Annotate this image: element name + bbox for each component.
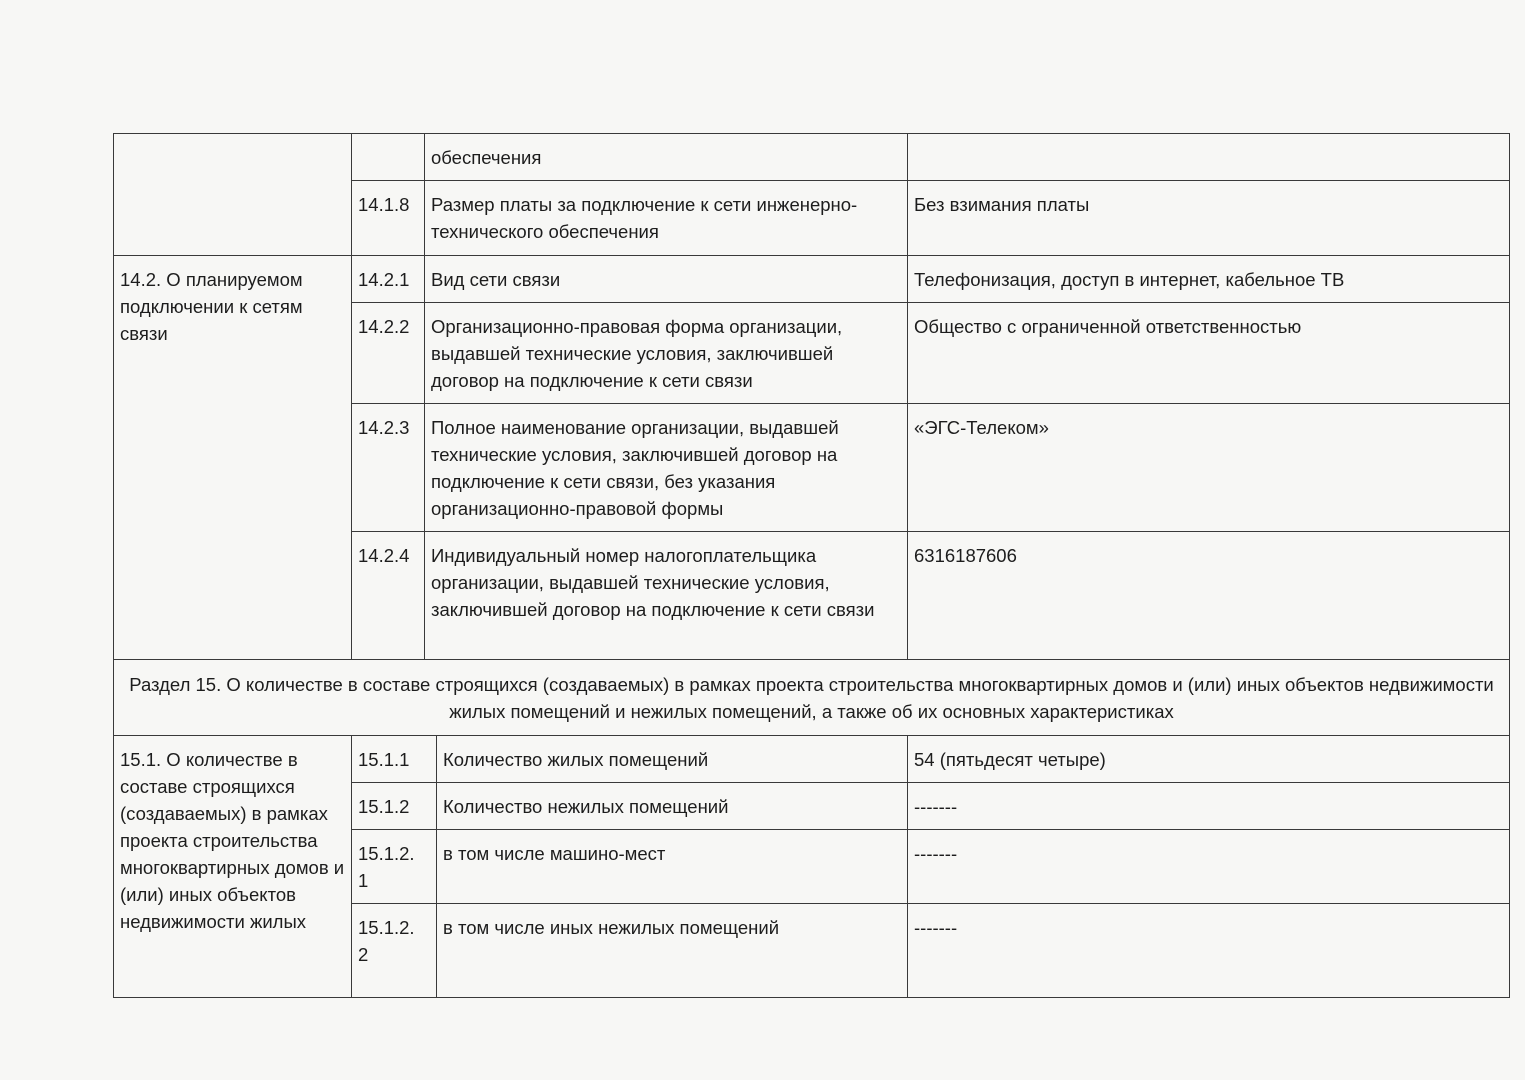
row-value: «ЭГС-Телеком» — [908, 404, 1510, 532]
row-label: Количество нежилых помещений — [437, 783, 908, 830]
group-title-cell: 15.1. О количестве в составе строящихся (создаваемых) в рамках проекта строительства многоквартирных домов и (или) иных объектов недвижимости жилых — [114, 736, 352, 998]
row-number: 15.1.2. 1 — [352, 830, 437, 904]
row-value: ------- — [908, 830, 1510, 904]
row-value: ------- — [908, 904, 1510, 998]
row-number — [352, 134, 425, 181]
row-label: в том числе иных нежилых помещений — [437, 904, 908, 998]
row-value: 6316187606 — [908, 532, 1510, 660]
row-label: Количество жилых помещений — [437, 736, 908, 783]
row-value: Общество с ограниченной ответственностью — [908, 303, 1510, 404]
row-value: ------- — [908, 783, 1510, 830]
document-sheet — [113, 133, 1509, 998]
section-header: Раздел 15. О количестве в составе строящихся (создаваемых) в рамках проекта строительства многоквартирных домов и (или) иных объектов недвижимости жилых помещений и нежилых помещений, а также об их основных характеристиках — [114, 660, 1510, 736]
row-label: Организационно-правовая форма организации, выдавшей технические условия, заключившей договор на подключение к сети связи — [425, 303, 908, 404]
row-number: 14.2.4 — [352, 532, 425, 660]
row-label: в том числе машино-мест — [437, 830, 908, 904]
row-value — [908, 134, 1510, 181]
group-title-cell — [114, 134, 352, 256]
row-number: 15.1.2. 2 — [352, 904, 437, 998]
row-number: 15.1.1 — [352, 736, 437, 783]
row-label: Полное наименование организации, выдавшей технические условия, заключившей договор на подключение к сети связи, без указания организационно-правовой формы — [425, 404, 908, 532]
row-value: Без взимания платы — [908, 181, 1510, 256]
row-number: 15.1.2 — [352, 783, 437, 830]
row-label: Вид сети связи — [425, 256, 908, 303]
table-row — [114, 736, 1510, 783]
row-number: 14.2.3 — [352, 404, 425, 532]
row-label: Размер платы за подключение к сети инженерно-технического обеспечения — [425, 181, 908, 256]
row-number: 14.1.8 — [352, 181, 425, 256]
declaration-table — [113, 133, 1510, 998]
group-title-cell: 14.2. О планируемом подключении к сетям связи — [114, 256, 352, 660]
row-label: обеспечения — [425, 134, 908, 181]
row-label: Индивидуальный номер налогоплательщика организации, выдавшей технические условия, заключившей договор на подключение к сети связи — [425, 532, 908, 660]
row-number: 14.2.1 — [352, 256, 425, 303]
table-row — [114, 256, 1510, 303]
row-value: Телефонизация, доступ в интернет, кабельное ТВ — [908, 256, 1510, 303]
row-number: 14.2.2 — [352, 303, 425, 404]
section-header-row — [114, 660, 1510, 736]
table-row — [114, 134, 1510, 181]
row-value: 54 (пятьдесят четыре) — [908, 736, 1510, 783]
